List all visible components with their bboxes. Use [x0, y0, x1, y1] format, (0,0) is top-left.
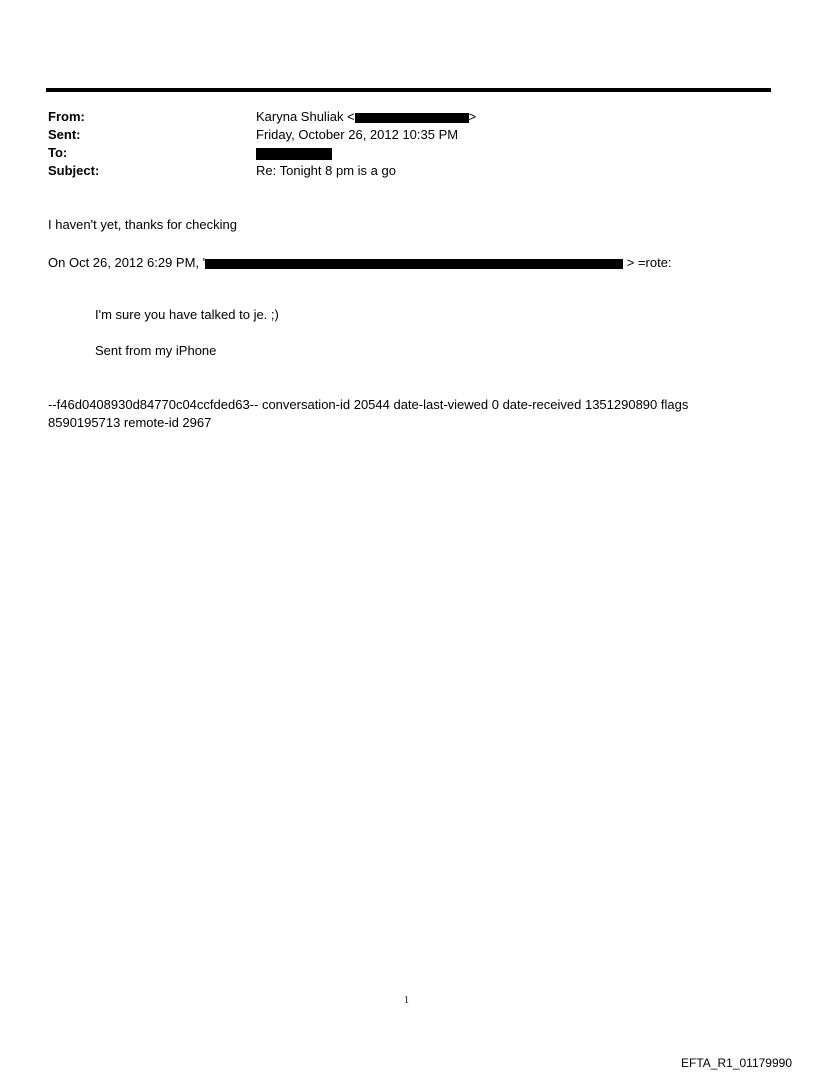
redaction-bar	[256, 148, 332, 160]
subject-label: Subject:	[48, 163, 100, 178]
quote-intro	[48, 255, 672, 270]
from-label: From:	[48, 109, 85, 124]
page-number: 1	[404, 995, 409, 1006]
redaction-bar	[205, 259, 623, 269]
from-close: >	[468, 109, 477, 124]
to-value	[256, 145, 332, 160]
header-rule	[46, 88, 771, 92]
to-label: To:	[48, 145, 68, 160]
subject-value: Re: Tonight 8 pm is a go	[256, 163, 396, 178]
meta-line: --f46d0408930d84770c04ccfded63-- conversation-id 20544 date-last-viewed 0 date-received 1351290890 flags	[48, 397, 689, 412]
sent-value: Friday, October 26, 2012 10:35 PM	[256, 127, 459, 142]
redaction-bar	[355, 113, 469, 123]
reply-text: I haven't yet, thanks for checking	[48, 217, 237, 232]
quote-intro-prefix: On Oct 26, 2012 6:29 PM, '	[48, 255, 206, 270]
sent-label: Sent:	[48, 127, 81, 142]
meta-line: 8590195713 remote-id 2967	[48, 415, 212, 430]
quoted-line: I'm sure you have talked to je. ;)	[95, 307, 279, 322]
from-value	[256, 109, 476, 124]
quote-intro-suffix: > =rote:	[623, 255, 672, 270]
from-name: Karyna Shuliak <	[256, 109, 355, 124]
document-id: EFTA_R1_01179990	[681, 1056, 792, 1070]
quoted-signature: Sent from my iPhone	[95, 343, 217, 358]
